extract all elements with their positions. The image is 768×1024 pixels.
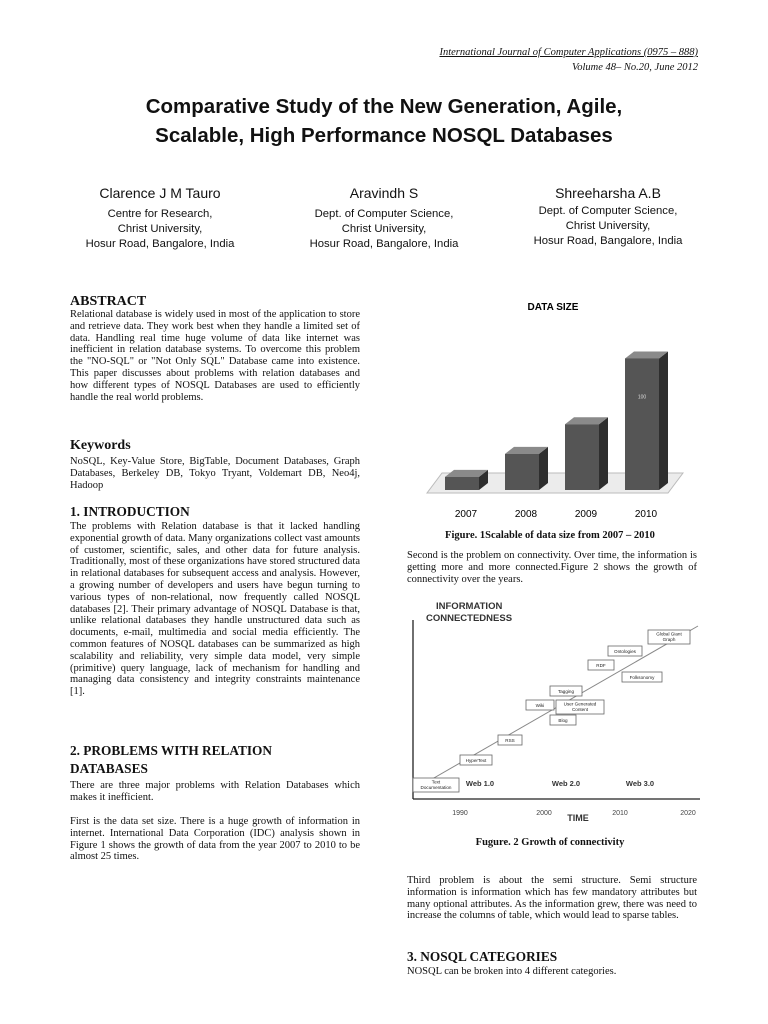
semi-structure-paragraph: Third problem is about the semi structure. Semi structure information is information which has few mandatory attributes but many optional attributes. As the information grew, there was need to increase the columns of table, which would lead to sparse tables. bbox=[407, 875, 697, 922]
author-affiliation: Christ University, bbox=[117, 223, 203, 235]
x-tick-label: 2010 bbox=[612, 810, 628, 817]
author-3 bbox=[508, 185, 708, 249]
author-2 bbox=[284, 185, 484, 252]
title-line-1: Comparative Study of the New Generation, Agile, bbox=[145, 95, 623, 118]
problems-heading bbox=[70, 742, 360, 778]
author-affiliation: Hosur Road, Bangalore, India bbox=[533, 235, 683, 247]
author-1 bbox=[60, 185, 260, 252]
connectedness-item-label: Tagging bbox=[557, 689, 575, 694]
connectedness-item-label: Content bbox=[571, 707, 589, 712]
data-label: 100 bbox=[637, 394, 647, 401]
author-affiliation: Dept. of Computer Science, bbox=[538, 205, 678, 217]
author-affiliation: Hosur Road, Bangalore, India bbox=[85, 238, 235, 250]
connectedness-item-label: Wiki bbox=[535, 703, 545, 708]
connectedness-item-label: Ontologies bbox=[614, 649, 636, 654]
author-affiliation: Centre for Research, bbox=[107, 208, 213, 220]
nosql-categories-text: NOSQL can be broken into 4 different categories. bbox=[407, 966, 617, 977]
author-name: Aravindh S bbox=[349, 185, 419, 201]
title-line-2: Scalable, High Performance NOSQL Databases bbox=[155, 124, 613, 147]
connectivity-paragraph: Second is the problem on connectivity. Over time, the information is getting more and more connected.Figure 2 shows the growth of connectivity over the years. bbox=[407, 550, 697, 585]
x-tick-label: 2007 bbox=[454, 509, 478, 520]
connectedness-chart bbox=[408, 598, 708, 823]
x-tick-label: 2009 bbox=[574, 509, 598, 520]
bar-group bbox=[445, 351, 668, 520]
author-affiliation: Christ University, bbox=[341, 223, 427, 235]
bar bbox=[625, 358, 659, 490]
chart-title: DATA SIZE bbox=[527, 302, 579, 313]
problems-heading-line-2: DATABASES bbox=[70, 761, 148, 776]
connectedness-item-label: Graph bbox=[662, 637, 676, 642]
era-label: Web 3.0 bbox=[625, 779, 655, 788]
nosql-categories-heading: 3. NOSQL CATEGORIES bbox=[407, 949, 558, 964]
abstract-text: Relational database is widely used in most of the application to store and retrieve data. They work best when they handle a limited set of data. Handling real time huge volume of data like internet was inefficient in relation database systems. To overcome this problem the "NO-SQL" or "Not Only SQL" Database came into existence. This paper discusses about problems with relation databases and how different types of NOSQL Databases are used to efficiently handle the real world problems. bbox=[70, 309, 360, 403]
connectedness-item-label: RDF bbox=[596, 663, 606, 668]
connectedness-item-label: RSS bbox=[505, 738, 515, 743]
bar bbox=[445, 477, 479, 490]
keywords-heading: Keywords bbox=[70, 438, 131, 453]
volume-header: Volume 48– No.20, June 2012 bbox=[572, 62, 698, 73]
bar-side bbox=[599, 417, 608, 490]
bar bbox=[565, 424, 599, 490]
author-affiliation: Dept. of Computer Science, bbox=[314, 208, 454, 220]
x-tick-label: 2008 bbox=[514, 509, 538, 520]
data-size-chart bbox=[415, 290, 705, 522]
connectedness-item-label: Global Giant bbox=[656, 631, 682, 637]
author-name: Clarence J M Tauro bbox=[99, 185, 221, 201]
chart-title-line-2: CONNECTEDNESS bbox=[426, 613, 513, 624]
problems-intro-text: There are three major problems with Relation Databases which makes it inefficient. bbox=[70, 780, 360, 803]
x-tick-label: 2020 bbox=[680, 810, 696, 817]
bar-side bbox=[659, 351, 668, 490]
x-axis-label: TIME bbox=[567, 813, 589, 823]
author-affiliation: Christ University, bbox=[565, 220, 651, 232]
author-name: Shreeharsha A.B bbox=[555, 185, 661, 201]
x-tick-label: 2010 bbox=[634, 509, 658, 520]
data-size-paragraph: First is the data set size. There is a huge growth of information in internet. International Data Corporation (IDC) analysis shown in Figure 1 shows the growth of data from the year 2007 to 2010 to be almost 25 times. bbox=[70, 816, 360, 863]
figure-2-caption: Fugure. 2 Growth of connectivity bbox=[475, 837, 625, 848]
era-label: Web 2.0 bbox=[551, 779, 581, 788]
figure-1-caption: Figure. 1Scalable of data size from 2007 – 2010 bbox=[445, 530, 655, 541]
introduction-heading: 1. INTRODUCTION bbox=[70, 504, 190, 519]
author-affiliation: Hosur Road, Bangalore, India bbox=[309, 238, 459, 250]
paper-title bbox=[40, 92, 728, 150]
connectedness-item-label: Documentation bbox=[420, 785, 452, 790]
era-label: Web 1.0 bbox=[465, 779, 495, 788]
introduction-text: The problems with Relation database is that it lacked handling exponential growth of data. Many organizations collect vast amounts of customer, scientific, sales, and other data for future analysis. Traditionally, most of these organizations have stored structured data in relational databases for subsequent access and analysis. However, a growing number of developers and users have begun turning to various types of non-relational, now frequently called NOSQL databases [2]. Their primary advantage of NOSQL Database is that, unlike relational databases they handle unstructured data such as documents, e-mail, multimedia and social media efficiently. The common features of NOSQL databases can be summarized as high scalability and reliability, very simple data model, very simple (primitive) query language, lack of mechanism for handling and managing data consistency and integrity constraints maintenance [1]. bbox=[70, 521, 360, 698]
keywords-text: NoSQL, Key-Value Store, BigTable, Document Databases, Graph Databases, Berkeley DB, Tokyo Tryant, Voldemart DB, Neo4j, Hadoop bbox=[70, 456, 360, 491]
connectedness-item-label: Blog bbox=[558, 718, 568, 723]
abstract-heading: ABSTRACT bbox=[70, 294, 147, 309]
x-tick-label: 1990 bbox=[452, 810, 468, 817]
journal-header: International Journal of Computer Applications (0975 – 888) bbox=[439, 47, 698, 58]
era-group bbox=[466, 779, 654, 788]
bar-side bbox=[539, 447, 548, 490]
chart-title-line-1: INFORMATION bbox=[436, 601, 503, 612]
connectedness-item-label: Text bbox=[431, 779, 441, 785]
problems-heading-line-1: 2. PROBLEMS WITH RELATION bbox=[70, 743, 272, 758]
x-tick-label: 2000 bbox=[536, 810, 552, 817]
connectedness-item-label: User Generated bbox=[563, 701, 597, 707]
connectedness-item-label: HyperText bbox=[465, 758, 487, 763]
bar bbox=[505, 454, 539, 490]
connectedness-item-label: Folksonomy bbox=[629, 675, 655, 680]
